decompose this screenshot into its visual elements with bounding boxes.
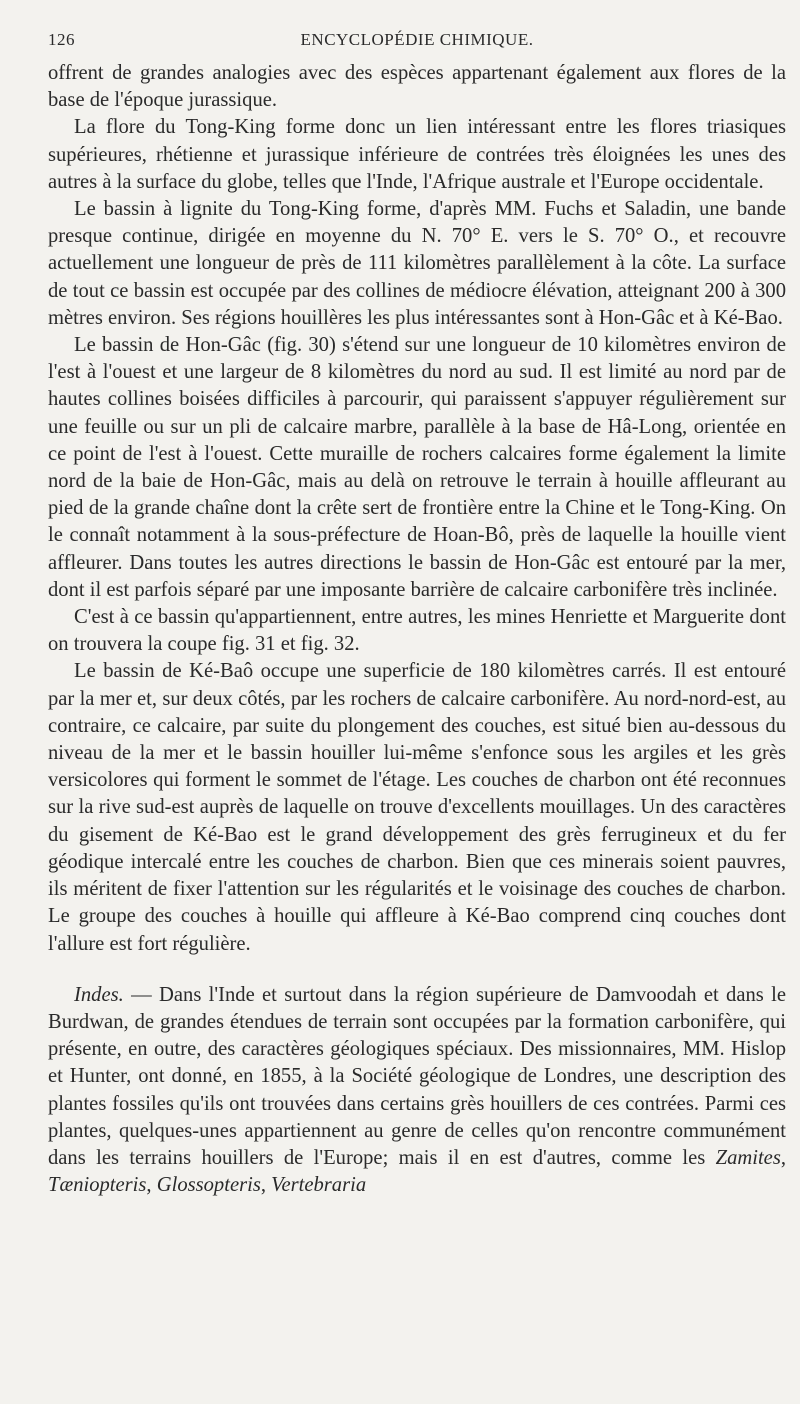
separator: , (260, 1174, 272, 1197)
separator: , (780, 1146, 786, 1169)
genus-name: Glossopteris (156, 1174, 261, 1197)
paragraph: Le bassin à lignite du Tong-King forme, d'après MM. Fuchs et Saladin, une bande presque continue, dirigée en moyenne du N. 70° E. vers le S. 70° O., et recouvre actuellement une longueur de près de 111 kilomètres parallèlement à la côte. La surface de tout ce bassin est occupée par des collines de médiocre élévation, atteignant 200 à 300 mètres environ. Ses régions houillères les plus intéressantes sont à Hon-Gâc et à Ké-Bao. (48, 198, 786, 329)
genus-name: Vertebraria (271, 1174, 367, 1197)
section-title: Indes. (74, 983, 124, 1006)
genus-name: Tæniopteris (48, 1174, 147, 1197)
separator: , (146, 1174, 157, 1197)
paragraph-text: — Dans l'Inde et surtout dans la région supérieure de Damvoodah et dans le Burdwan, de grandes étendues de terrain sont occupées par la formation carbonifère, qui présente, en outre, des caractères géologiques spéciaux. Des missionnaires, MM. Hislop et Hunter, ont donné, en 1855, à la Société géologique de Londres, une description des plantes fossiles qu'ils ont trouvées dans certains grès houillers de ces contrées. Parmi ces plantes, quelques-unes appartiennent au genre de celles qu'on rencontre communément dans les terrains houillers de l'Europe; mais il en est d'autres, comme les (48, 983, 786, 1169)
paragraph: Le bassin de Hon-Gâc (fig. 30) s'étend sur une longueur de 10 kilomètres environ de l'est à l'ouest et une largeur de 8 kilomètres du nord au sud. Il est limité au nord par de hautes collines boisées difficiles à parcourir, qui paraissent s'appuyer régulièrement sur une feuille ou sur un pli de calcaire marbre, parallèle à la base de Hâ-Long, orientée en ce point de l'est à l'ouest. Cette muraille de rochers calcaires forme également la limite nord de la baie de Hon-Gâc, mais au delà on retrouve le terrain à houille affleurant au pied de la grande chaîne dont la crête sert de frontière entre la Chine et le Tong-King. On le connaît notamment à la sous-préfecture de Hoan-Bô, près de laquelle la houille vient affleurer. Dans toutes les autres directions le bassin de Hon-Gâc est entouré par la mer, dont il est parfois séparé par une imposante barrière de calcaire carbonifère très inclinée. (48, 334, 786, 601)
page (48, 30, 786, 1199)
page-number: 126 (48, 30, 75, 49)
page-header (48, 30, 786, 60)
paragraph: offrent de grandes analogies avec des espèces appartenant également aux flores de la base de l'époque jurassique. (48, 62, 786, 112)
genus-name: Zamites (715, 1146, 781, 1169)
body-text (48, 60, 786, 1199)
paragraph: C'est à ce bassin qu'appartiennent, entre autres, les mines Henriette et Marguerite dont on trouvera la coupe fig. 31 et fig. 32. (48, 606, 786, 656)
paragraph: La flore du Tong-King forme donc un lien intéressant entre les flores triasiques supérieures, rhétienne et jurassique inférieure de contrées très éloignées les unes des autres à la surface du globe, telles que l'Inde, l'Afrique australe et l'Europe occidentale. (48, 116, 786, 193)
paragraph: Le bassin de Ké-Baô occupe une superficie de 180 kilomètres carrés. Il est entouré par la mer et, sur deux côtés, par les rochers de calcaire carbonifère. Au nord-nord-est, au contraire, ce calcaire, par suite du plongement des couches, est situé bien au-dessous du niveau de la mer et le bassin houiller lui-même s'enfonce sous les argiles et les grès versicolores qui forment le sommet de l'étage. Les couches de charbon ont été reconnues sur la rive sud-est auprès de laquelle on trouve d'excellents mouillages. Un des caractères du gisement de Ké-Bao est le grand développement des grès ferrugineux et du fer géodique intercalé entre les couches de charbon. Bien que ces minerais soient pauvres, ils méritent de fixer l'attention sur les régularités et le voisinage des couches de charbon. Le groupe des couches à houille qui affleure à Ké-Bao comprend cinq couches dont l'allure est fort régulière. (48, 660, 786, 955)
running-title: ENCYCLOPÉDIE CHIMIQUE. (300, 30, 534, 49)
paragraph-indes (48, 982, 786, 1200)
section-gap (48, 958, 786, 982)
